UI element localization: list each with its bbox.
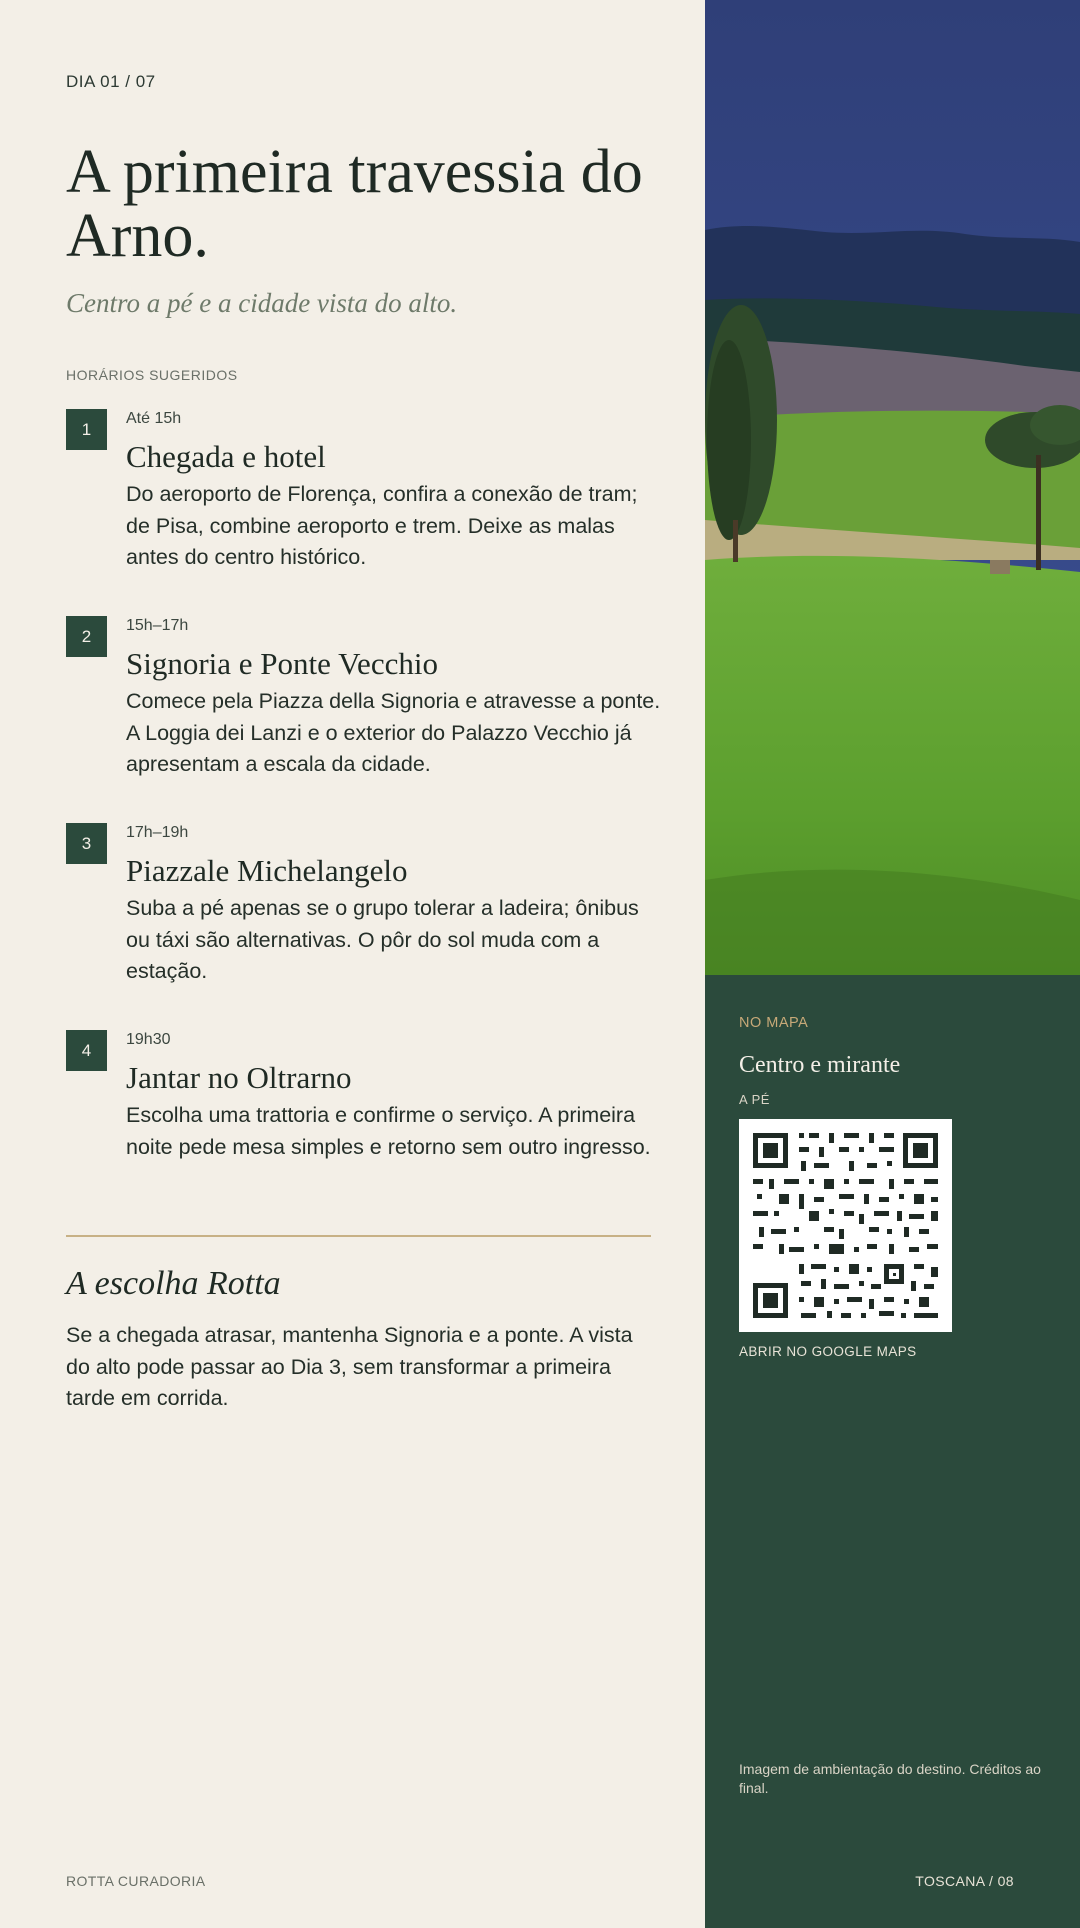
schedule-time: 15h–17h	[126, 617, 189, 634]
image-credit-note: Imagem de ambientação do destino. Créditos ao final.	[739, 1761, 1041, 1796]
schedule-description: Suba a pé apenas se o grupo tolerar a ladeira; ônibus ou táxi são alternativas. O pôr do sol muda com a estação.	[126, 896, 639, 983]
travel-mode: A PÉ	[739, 1092, 770, 1107]
qr-code[interactable]	[739, 1119, 952, 1332]
schedule-description: Comece pela Piazza della Signoria e atravesse a ponte. A Loggia dei Lanzi e o exterior do Palazzo Vecchio já apresentam a escala da cidade.	[126, 689, 661, 776]
schedule-title: Jantar no Oltrarno	[126, 1060, 352, 1095]
page-subtitle: Centro a pé e a cidade vista do alto.	[66, 288, 458, 318]
schedule-title: Piazzale Michelangelo	[126, 853, 408, 888]
map-section-label: NO MAPA	[739, 1015, 809, 1031]
day-label: DIA 01 / 07	[66, 72, 156, 91]
section-divider	[66, 1235, 651, 1237]
schedule-section-label: HORÁRIOS SUGERIDOS	[66, 367, 238, 383]
rotta-pick-title: A escolha Rotta	[66, 1265, 281, 1302]
schedule-number-badge: 2	[66, 616, 107, 657]
destination-photo	[705, 0, 1080, 975]
schedule-description: Do aeroporto de Florença, confira a conexão de tram; de Pisa, combine aeroporto e trem. Deixe as malas antes do centro histórico.	[126, 482, 638, 569]
footer-brand: ROTTA CURADORIA	[66, 1873, 206, 1889]
schedule-title: Chegada e hotel	[126, 439, 326, 474]
page-title: A primeira travessia do Arno.	[66, 138, 643, 270]
schedule-time: 19h30	[126, 1031, 171, 1048]
schedule-title: Signoria e Ponte Vecchio	[126, 646, 438, 681]
schedule-time: Até 15h	[126, 410, 182, 427]
schedule-number-badge: 4	[66, 1030, 107, 1071]
schedule-time: 17h–19h	[126, 824, 189, 841]
rotta-pick-text: Se a chegada atrasar, mantenha Signoria e a ponte. A vista do alto pode passar ao Dia 3, sem transformar a primeira tarde em corrida.	[66, 1323, 633, 1410]
schedule-number-badge: 3	[66, 823, 107, 864]
open-google-maps-link[interactable]: ABRIR NO GOOGLE MAPS	[739, 1344, 917, 1359]
map-title: Centro e mirante	[739, 1052, 901, 1078]
schedule-number-badge: 1	[66, 409, 107, 450]
sidebar-panel	[705, 0, 1080, 1928]
footer-page-indicator: TOSCANA / 08	[915, 1873, 1014, 1889]
schedule-description: Escolha uma trattoria e confirme o serviço. A primeira noite pede mesa simples e retorno sem outro ingresso.	[126, 1103, 651, 1159]
